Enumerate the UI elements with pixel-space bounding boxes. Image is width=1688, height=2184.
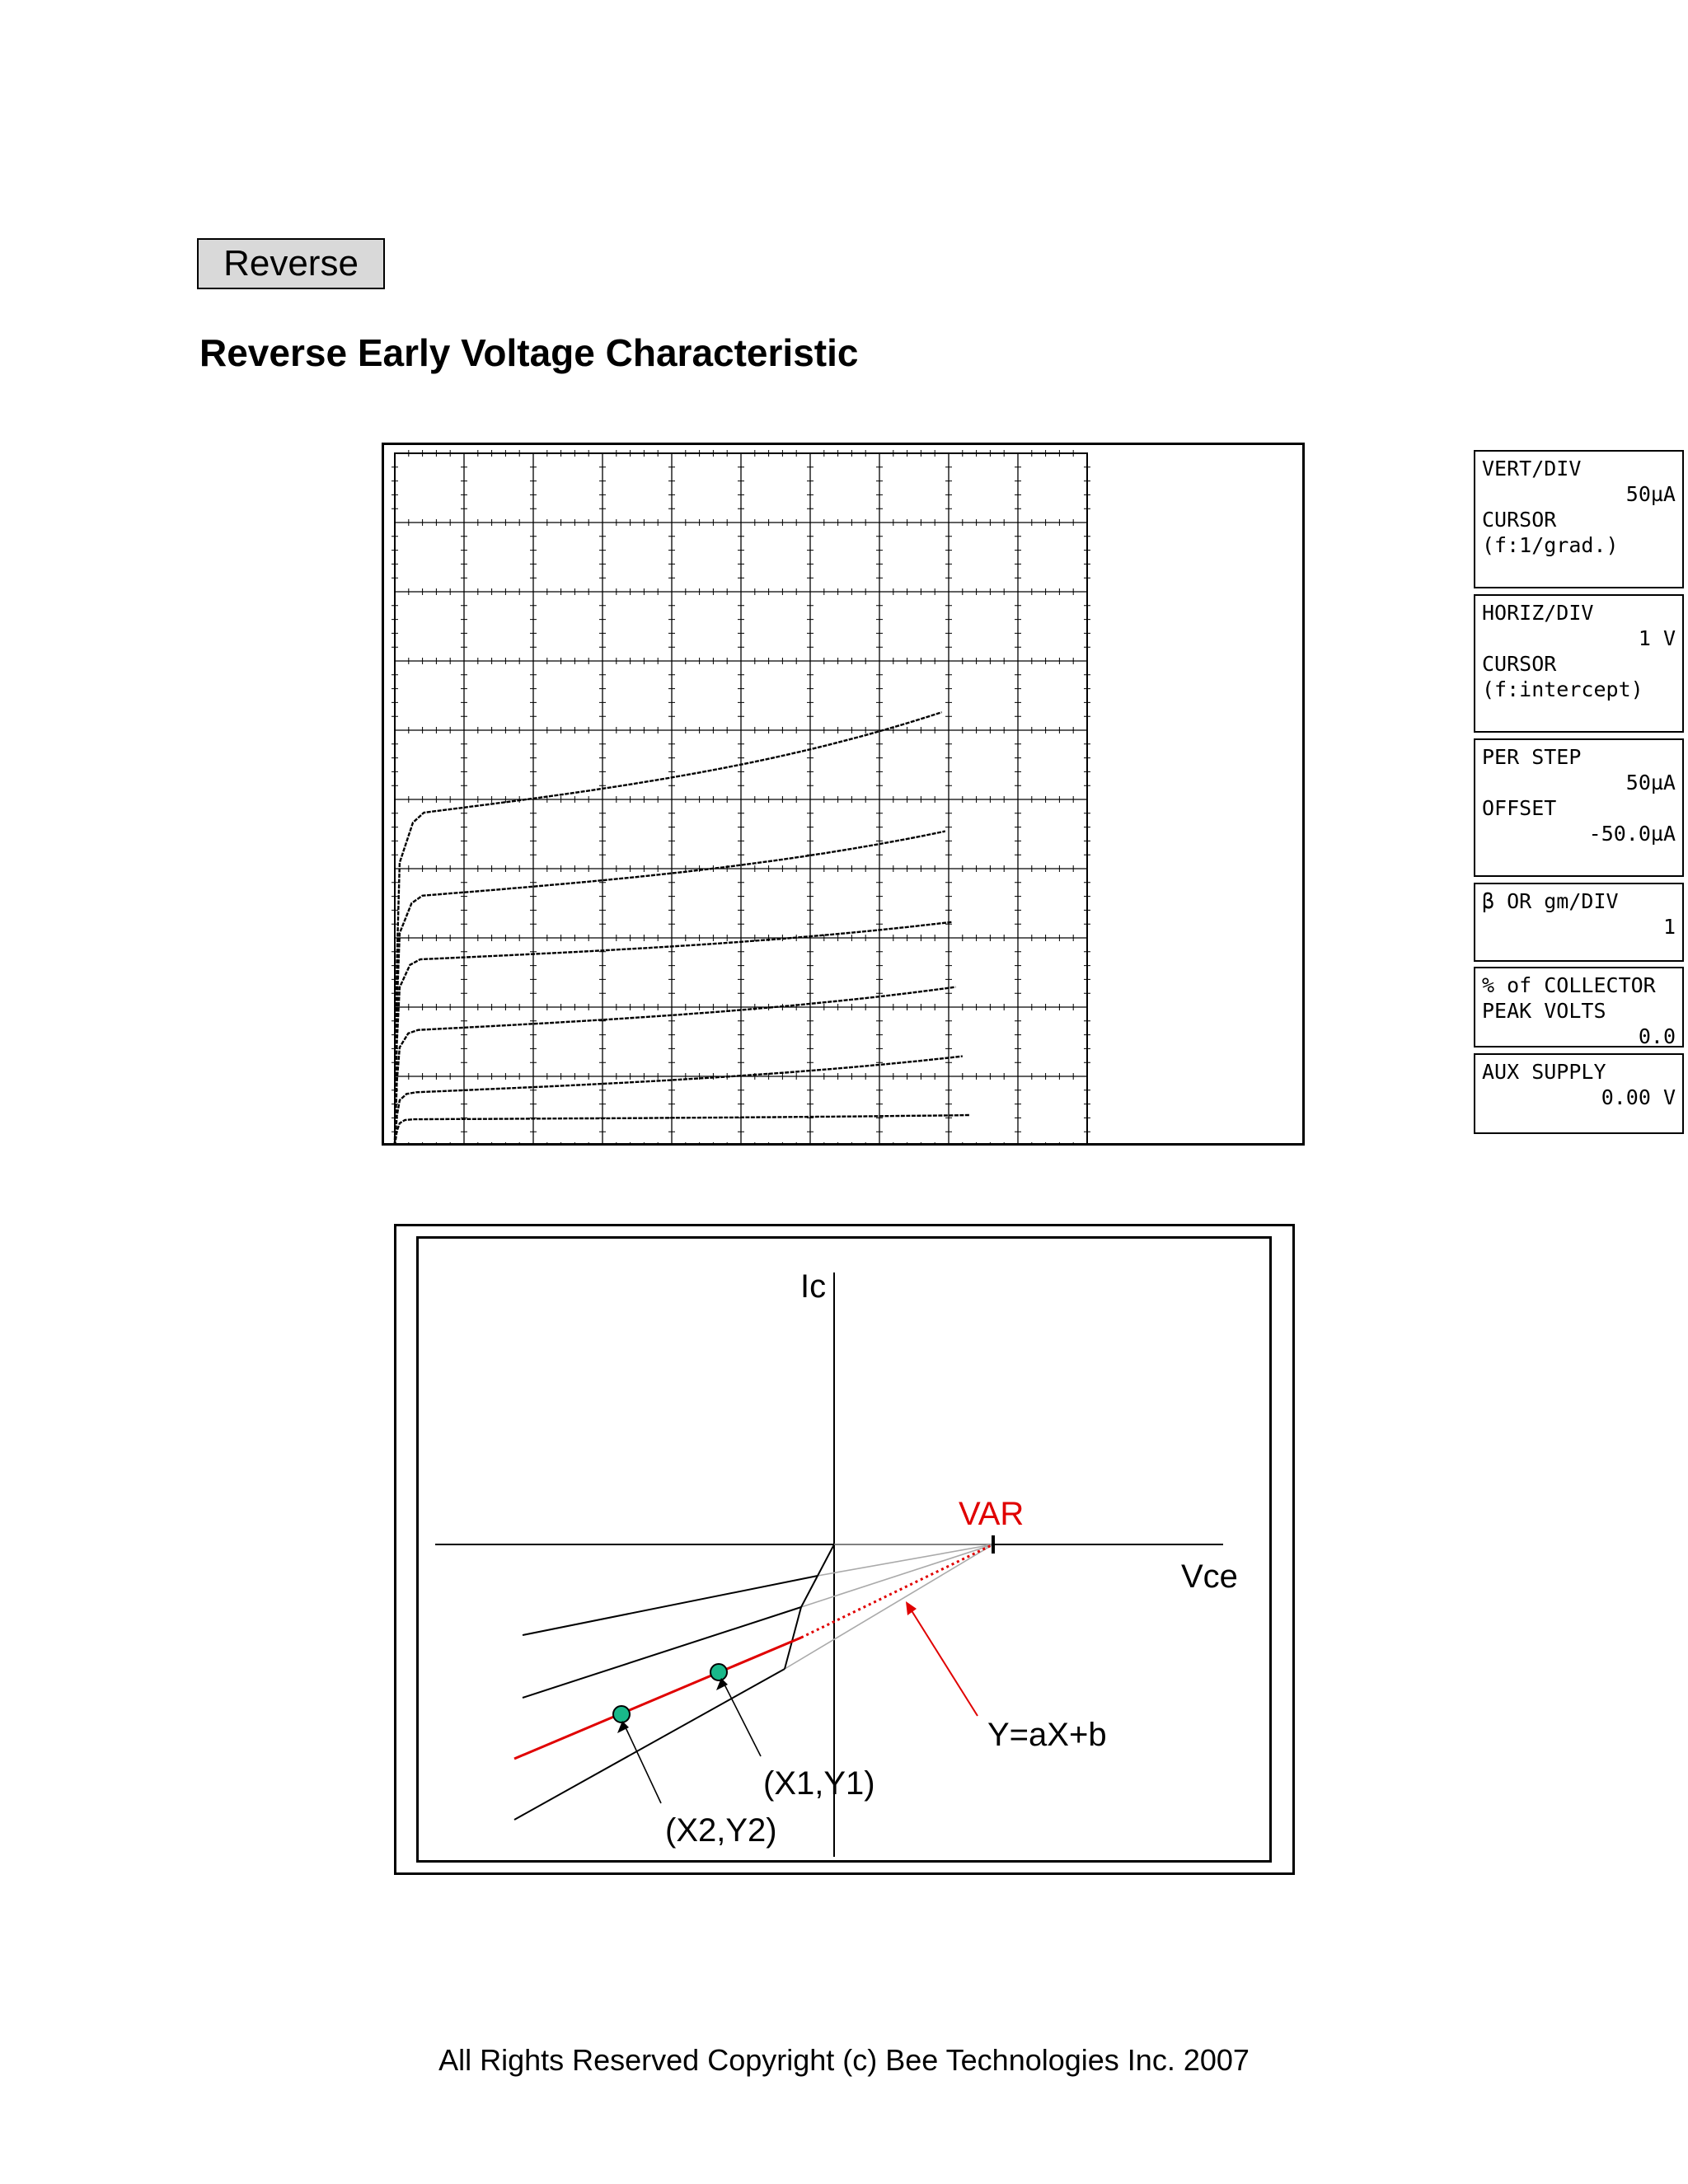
settings-panel xyxy=(1474,967,1684,1047)
settings-panel-line: AUX SUPPLY xyxy=(1482,1060,1606,1084)
settings-panel-line: 1 V xyxy=(1638,626,1676,650)
settings-panel-line: 1 xyxy=(1662,915,1676,939)
settings-panel-line: 0.00 V xyxy=(1601,1085,1676,1109)
curve-tracer-graticule xyxy=(387,448,1467,1143)
settings-panel xyxy=(1474,450,1684,588)
settings-panel-line: HORIZ/DIV xyxy=(1482,601,1594,625)
reverse-tag: Reverse xyxy=(197,238,385,289)
settings-panel-line: PEAK VOLTS xyxy=(1482,999,1606,1023)
settings-panel-line: 50µA xyxy=(1625,771,1676,794)
settings-panel-line: β OR gm/DIV xyxy=(1482,889,1619,913)
settings-panel xyxy=(1474,594,1684,733)
ic-vce-trace xyxy=(395,832,945,1143)
ic-vce-trace xyxy=(395,1115,969,1143)
ic-axis-label: Ic xyxy=(800,1268,827,1305)
vce-axis-label: Vce xyxy=(1181,1558,1238,1595)
saturation-curve xyxy=(785,1544,834,1669)
settings-panel-line: -50.0µA xyxy=(1588,822,1676,846)
settings-panel-line: 50µA xyxy=(1625,482,1676,506)
settings-panel xyxy=(1474,738,1684,877)
copyright-footer: All Rights Reserved Copyright (c) Bee Technologies Inc. 2007 xyxy=(438,2043,1250,2077)
equation-leader xyxy=(908,1605,978,1716)
settings-panel xyxy=(1474,1053,1684,1134)
ic-vce-trace xyxy=(395,1057,963,1143)
settings-panel-line: CURSOR xyxy=(1482,508,1557,532)
ic-vce-trace xyxy=(395,922,952,1143)
point1-leader xyxy=(724,1683,761,1756)
characteristic-curve xyxy=(514,1669,785,1820)
point2-leader xyxy=(625,1726,661,1803)
point2-label: (X2,Y2) xyxy=(665,1812,777,1849)
page-title: Reverse Early Voltage Characteristic xyxy=(199,331,859,374)
point-x1-y1-marker xyxy=(710,1664,727,1680)
var-label: VAR xyxy=(959,1496,1025,1532)
extrapolation-line xyxy=(801,1544,993,1638)
diagram-drawing xyxy=(396,1226,1297,1877)
settings-panel-line: (f:intercept) xyxy=(1482,677,1643,701)
point1-label: (X1,Y1) xyxy=(763,1765,875,1802)
characteristic-curve xyxy=(523,1607,801,1698)
equation-arrowhead xyxy=(906,1601,917,1615)
settings-panel-line: VERT/DIV xyxy=(1482,457,1582,480)
settings-panel-line: PER STEP xyxy=(1482,745,1582,769)
early-voltage-diagram xyxy=(394,1224,1295,1875)
equation-label: Y=aX+b xyxy=(987,1717,1107,1753)
settings-panel-line: (f:1/grad.) xyxy=(1482,533,1619,557)
curve-tracer-screen xyxy=(382,443,1676,1146)
point-x2-y2-marker xyxy=(613,1706,630,1722)
characteristic-curve xyxy=(523,1576,818,1635)
settings-panel-line: CURSOR xyxy=(1482,652,1557,676)
settings-panel-line: % of COLLECTOR xyxy=(1482,973,1656,997)
settings-panel-line: OFFSET xyxy=(1482,796,1557,820)
settings-panel-line: 0.0 xyxy=(1638,1024,1676,1048)
settings-panel xyxy=(1474,883,1684,962)
ic-vce-trace xyxy=(395,712,942,1143)
